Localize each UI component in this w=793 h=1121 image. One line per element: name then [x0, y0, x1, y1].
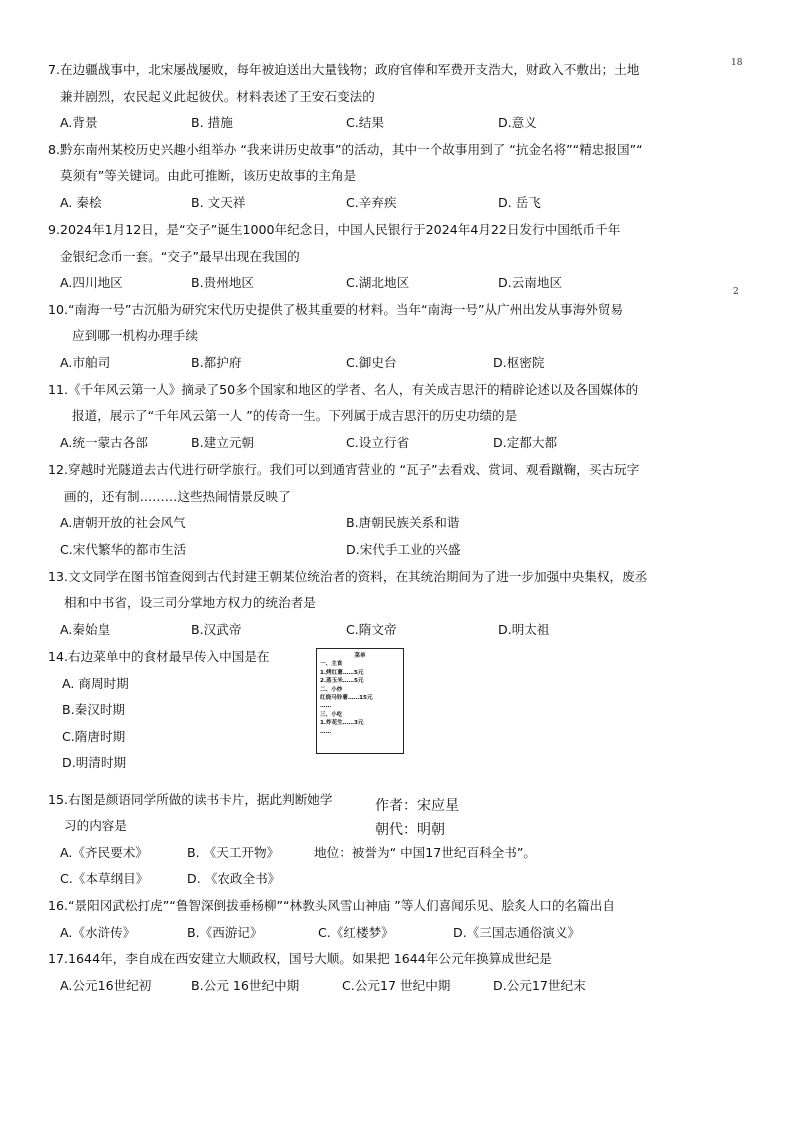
question-12-line-2: 画的，还有制………这些热闹情景反映了 [64, 489, 291, 504]
question-8-option-a: A. 秦桧 [60, 195, 102, 210]
question-15-option-b: B. 《天工开物》 [187, 845, 280, 860]
question-11-line-1: 11.《千年风云第一人》摘录了50多个国家和地区的学者、名人，有关成吉思汗的精辟论述以及各国媒体的 [48, 382, 639, 397]
menu-title: 菜单 [354, 653, 366, 659]
question-10-line-2: 应到哪一机构办理手续 [72, 328, 198, 343]
question-13-line-1: 13.文文同学在图书馆查阅到古代封建王朝某位统治者的资料，在其统治期间为了进一步加强中央集权，废丞 [48, 569, 648, 584]
question-8-line-1: 8.黔东南州某校历史兴趣小组举办 “我来讲历史故事”的活动，其中一个故事用到了 “抗金名将”“精忠报国”“ [48, 142, 643, 157]
question-13-option-a: A.秦始皇 [60, 622, 111, 637]
question-12-option-c: C.宋代繁华的都市生活 [60, 542, 187, 557]
question-7-option-a: A.背景 [60, 115, 98, 130]
question-14-option-c: C.隋唐时期 [62, 729, 126, 744]
question-9-option-b: B.贵州地区 [191, 275, 255, 290]
question-17-option-b: B.公元 16世纪中期 [191, 978, 300, 993]
question-8-option-b: B. 文天祥 [191, 195, 246, 210]
question-13-line-2: 相和中书省，设三司分掌地方权力的统治者是 [64, 595, 316, 610]
page-number-top: 18 [731, 58, 743, 68]
question-10-option-c: C.御史台 [346, 355, 397, 370]
question-12-option-b: B.唐朝民族关系和谐 [346, 515, 460, 530]
question-10-line-1: 10.“南海一号”古沉船为研究宋代历史提供了极其重要的材料。当年“南海一号”从广州出发从事海外贸易 [48, 302, 624, 317]
question-14-option-d: D.明清时期 [62, 755, 127, 770]
menu-line: 2.蒸玉米……5元 [320, 678, 364, 685]
question-17-option-a: A.公元16世纪初 [60, 978, 152, 993]
question-15-option-a: A.《齐民要术》 [60, 845, 148, 860]
question-15-option-d: D. 《农政全书》 [187, 871, 281, 886]
menu-card-image [316, 648, 404, 754]
question-9-option-a: A.四川地区 [60, 275, 123, 290]
question-9-option-c: C.湖北地区 [346, 275, 410, 290]
question-11-option-b: B.建立元朝 [191, 435, 255, 450]
question-14-option-b: B.秦汉时期 [62, 702, 126, 717]
menu-line: 1.烤红薯……5元 [320, 669, 364, 676]
question-7-line-2: 兼并剧烈，农民起义此起彼伏。材料表述了王安石变法的 [60, 89, 375, 104]
question-17-option-d: D.公元17世纪末 [493, 978, 586, 993]
question-8-line-2: 莫须有”等关键词。由此可推断，该历史故事的主角是 [60, 168, 357, 183]
question-8-option-d: D. 岳飞 [498, 195, 541, 210]
question-14-line-1: 14.右边菜单中的食材最早传入中国是在 [48, 649, 270, 664]
question-7-option-d: D.意义 [498, 115, 537, 130]
question-17-line-1: 17.1644年，李自成在西安建立大顺政权，国号大顺。如果把 1644年公元年换算成世纪是 [48, 951, 552, 966]
book-card-dynasty: 朝代：明朝 [375, 822, 445, 838]
question-7-line-1: 7.在边疆战事中，北宋屡战屡败，每年被迫送出大量钱物；政府官俸和军费开支浩大，财政入不敷出；土地 [48, 62, 640, 77]
question-11-option-a: A.统一蒙古各部 [60, 435, 148, 450]
menu-line: 三、小吃 [320, 711, 343, 718]
question-12-option-a: A.唐朝开放的社会风气 [60, 515, 186, 530]
question-9-line-2: 金银纪念币一套。“交子”最早出现在我国的 [60, 249, 300, 264]
question-13-option-d: D.明太祖 [498, 622, 550, 637]
question-15-line-1: 15.右图是颜语同学所做的读书卡片，据此判断她学 [48, 792, 333, 807]
question-16-option-b: B.《西游记》 [187, 925, 263, 940]
question-9-option-d: D.云南地区 [498, 275, 563, 290]
question-15-option-c: C.《本草纲目》 [60, 871, 149, 886]
question-15-line-2: 习的内容是 [64, 818, 127, 833]
book-card-status: 地位：被誉为“ 中国17世纪百科全书”。 [314, 845, 536, 860]
menu-line: …… [320, 703, 332, 710]
question-16-option-d: D.《三国志通俗演义》 [453, 925, 581, 940]
question-12-option-d: D.宋代手工业的兴盛 [346, 542, 461, 557]
menu-line: 1.炸花生……3元 [320, 720, 364, 727]
question-14-option-a: A. 商周时期 [62, 676, 129, 691]
question-11-option-c: C.设立行省 [346, 435, 410, 450]
question-13-option-b: B.汉武帝 [191, 622, 242, 637]
menu-line: …… [320, 728, 332, 735]
question-10-option-a: A.市舶司 [60, 355, 111, 370]
question-10-option-d: D.枢密院 [493, 355, 545, 370]
question-16-option-a: A.《水浒传》 [60, 925, 136, 940]
question-10-option-b: B.都护府 [191, 355, 242, 370]
question-16-line-1: 16.“景阳冈武松打虎”“鲁智深倒拔垂杨柳”“林教头风雪山神庙 ”等人们喜闻乐见、脍炙人口的名篇出自 [48, 898, 615, 913]
question-9-line-1: 9.2024年1月12日，是“交子”诞生1000年纪念日，中国人民银行于2024年4月22日发行中国纸币千年 [48, 222, 621, 237]
page-number-middle: 2 [733, 287, 739, 297]
question-13-option-c: C.隋文帝 [346, 622, 397, 637]
question-8-option-c: C.辛弃疾 [346, 195, 397, 210]
question-11-option-d: D.定都大都 [493, 435, 558, 450]
question-11-line-2: 报道，展示了“千年风云第一人 ”的传奇一生。下列属于成吉思汗的历史功绩的是 [72, 408, 518, 423]
menu-line: 二、小炒 [320, 686, 343, 693]
question-7-option-b: B. 措施 [191, 115, 233, 130]
question-12-line-1: 12.穿越时光隧道去古代进行研学旅行。我们可以到通宵营业的 “瓦子”去看戏、赏词、观看蹴鞠，买古玩字 [48, 462, 640, 477]
question-7-option-c: C.结果 [346, 115, 384, 130]
menu-line: 红烧马铃薯……15元 [320, 695, 373, 702]
question-16-option-c: C.《红楼梦》 [318, 925, 394, 940]
menu-line: 一、主食 [320, 661, 343, 668]
book-card-author: 作者：宋应星 [375, 798, 459, 814]
question-17-option-c: C.公元17 世纪中期 [342, 978, 451, 993]
